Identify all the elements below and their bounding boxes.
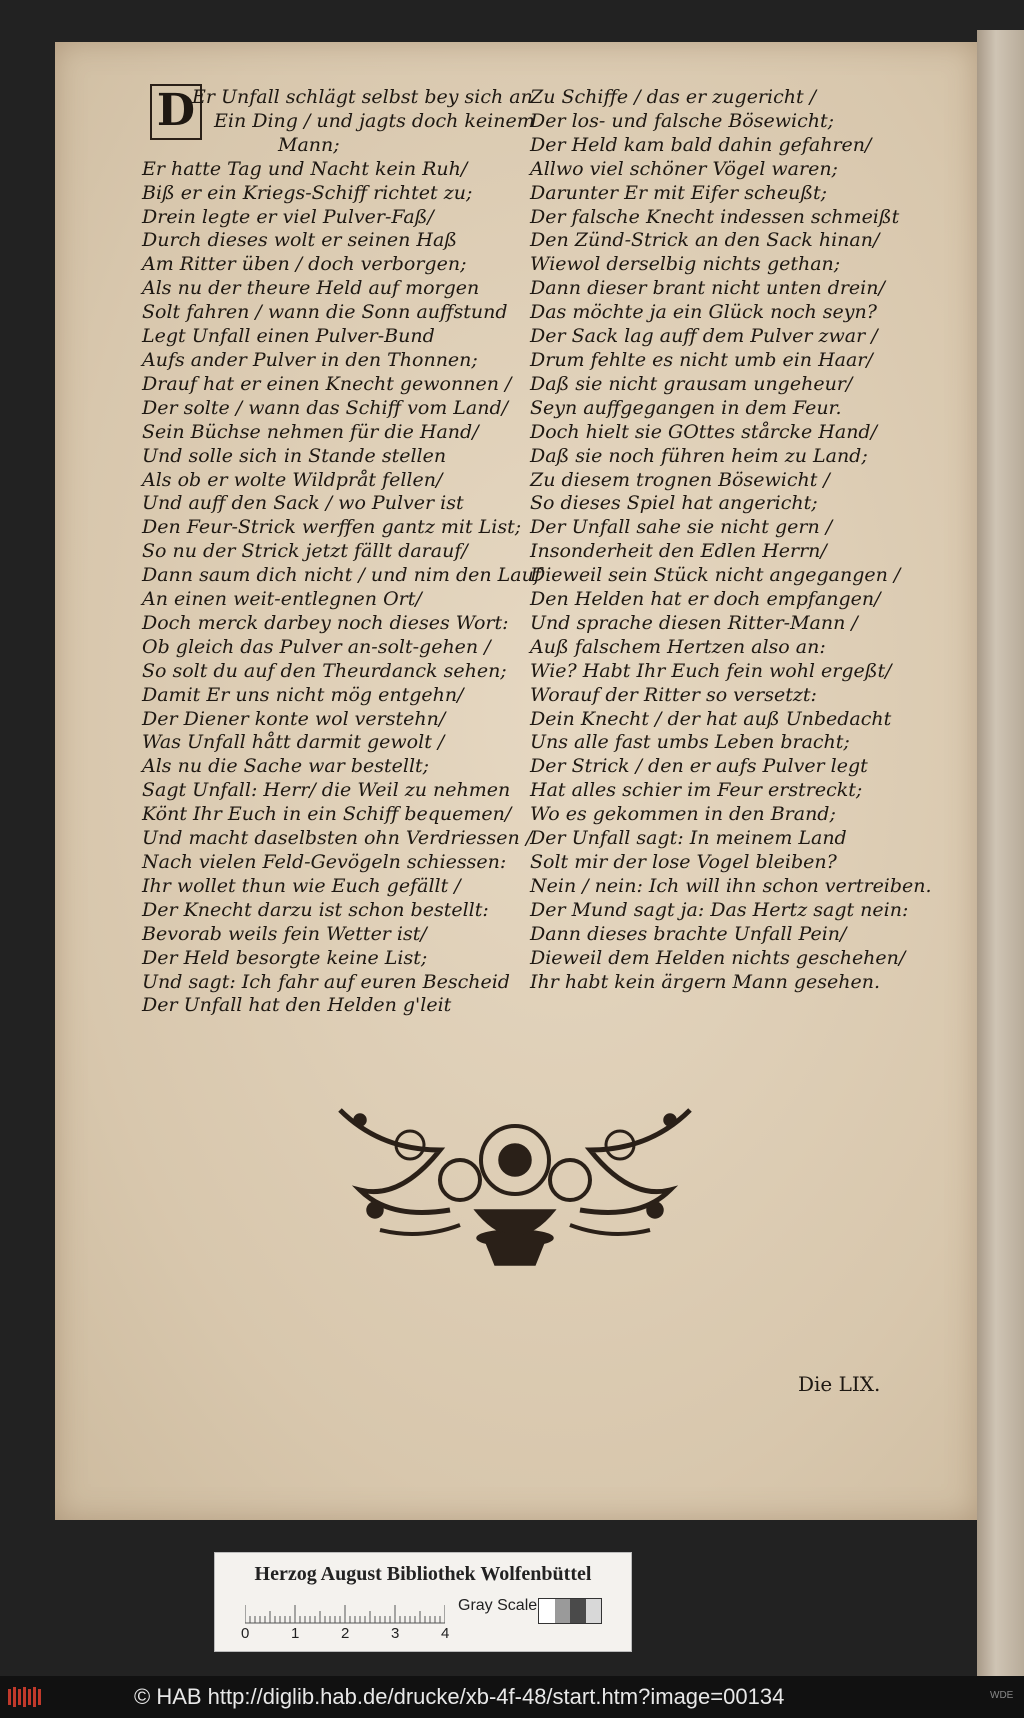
verse-line: Der Held besorgte keine List; (142, 946, 428, 969)
verse-line: Dieweil dem Helden nichts geschehen/ (530, 946, 906, 969)
verse-line: Legt Unfall einen Pulver-Bund (142, 325, 435, 348)
gray-scale-label: Gray Scale (458, 1597, 538, 1614)
verse-line: Zu Schiffe / das er zugericht / (530, 86, 817, 108)
ruler-number: 4 (441, 1625, 450, 1642)
verse-line: Den Helden hat er doch empfangen/ (530, 588, 881, 611)
ruler-number: 2 (341, 1625, 350, 1642)
verse-line: Den Feur-Strick werffen gantz mit List; (142, 516, 522, 539)
ruler-number: 0 (241, 1625, 250, 1642)
verse-line: Der Unfall hat den Helden g'leit (142, 994, 452, 1017)
verse-line: Der Strick / den er aufs Pulver legt (530, 755, 868, 778)
verse-line: Biß er ein Kriegs-Schiff richtet zu; (142, 181, 473, 204)
poem-right-column (530, 86, 932, 994)
verse-line: Solt mir der lose Vogel bleiben? (530, 851, 837, 873)
verse-line: Mann; (278, 133, 340, 156)
ruler-number: 3 (391, 1625, 400, 1642)
verse-line: Und sagt: Ich fahr auf euren Bescheid (142, 970, 510, 993)
decorated-initial: D (150, 84, 202, 140)
verse-line: Zu diesem trognen Bösewicht / (530, 468, 830, 491)
verse-line: So dieses Spiel hat angericht; (530, 492, 818, 515)
verse-line: Nach vielen Feld-Gevögeln schiessen: (142, 851, 507, 873)
verse-line: Drauf hat er einen Knecht gewonnen / (142, 372, 512, 395)
verse-line: Und auff den Sack / wo Pulver ist (142, 492, 464, 515)
verse-line: Der los- und falsche Bösewicht; (530, 109, 834, 132)
verse-line: Der solte / wann das Schiff vom Land/ (142, 396, 509, 419)
verse-line: Der Knecht darzu ist schon bestellt: (142, 898, 489, 921)
verse-line: Der Sack lag auff dem Pulver zwar / (530, 325, 878, 348)
verse-line: Am Ritter üben / doch verborgen; (142, 253, 467, 276)
library-color-card (214, 1552, 632, 1652)
verse-line: Wie? Habt Ihr Euch fein wohl ergeßt/ (530, 659, 892, 682)
verse-line: Dann saum dich nicht / und nim den Lauf (142, 564, 541, 587)
catchword: Die LIX. (798, 1372, 881, 1396)
verse-line: Durch dieses wolt er seinen Haß (142, 229, 457, 252)
verse-line: Auß falschem Hertzen also an: (530, 635, 826, 658)
verse-line: Ihr wollet thun wie Euch gefällt / (142, 874, 461, 897)
verse-line: Er Unfall schlägt selbst bey sich an (192, 86, 533, 108)
verse-line: Allwo viel schöner Vögel waren; (530, 157, 838, 180)
verse-line: Und solle sich in Stande stellen (142, 444, 447, 467)
verse-line: So solt du auf den Theurdanck sehen; (142, 659, 507, 682)
verse-line: Seyn auffgegangen in dem Feur. (530, 396, 842, 419)
verse-line: Wo es gekommen in den Brand; (530, 803, 836, 826)
verse-line: Sein Büchse nehmen für die Hand/ (142, 420, 479, 443)
verse-line: Damit Er uns nicht mög entgehn/ (142, 683, 464, 706)
poem-left-column (142, 86, 541, 1018)
verse-line: Aufs ander Pulver in den Thonnen; (142, 348, 478, 371)
verse-line: Dieweil sein Stück nicht angegangen / (530, 564, 901, 587)
verse-line: Als nu der theure Held auf morgen (142, 277, 480, 300)
verse-line: Dann dieses brachte Unfall Pein/ (530, 922, 847, 945)
ruler-numbers (241, 1625, 465, 1645)
verse-line: Hat alles schier im Feur erstreckt; (530, 779, 863, 802)
ruler-scale-icon (245, 1595, 445, 1625)
verse-line: So nu der Strick jetzt fällt darauf/ (142, 540, 468, 563)
verse-line: Darunter Er mit Eifer scheußt; (530, 181, 828, 204)
verse-line: Dein Knecht / der hat auß Unbedacht (530, 707, 892, 730)
verse-line: Und macht daselbsten ohn Verdriessen / (142, 827, 533, 850)
verse-line: Als nu die Sache war bestellt; (142, 755, 430, 778)
verse-line: Der falsche Knecht indessen schmeißt (530, 205, 900, 228)
verse-line: Der Diener konte wol verstehn/ (142, 707, 446, 730)
verse-line: Was Unfall hått darmit gewolt / (142, 731, 445, 754)
next-page-edge (977, 30, 1024, 1676)
verse-line: Nein / nein: Ich will ihn schon vertreiben. (530, 874, 932, 897)
hab-logo-icon (6, 1685, 46, 1709)
footer-small-mark: WDE (990, 1690, 1014, 1701)
verse-line: Der Unfall sahe sie nicht gern / (530, 516, 833, 539)
verse-line: Worauf der Ritter so versetzt: (530, 683, 817, 706)
verse-line: Der Held kam bald dahin gefahren/ (530, 133, 872, 156)
verse-line: Doch merck darbey noch dieses Wort: (142, 611, 509, 634)
verse-line: Insonderheit den Edlen Herrn/ (530, 540, 827, 563)
verse-line: Drein legte er viel Pulver-Faß/ (142, 205, 434, 228)
verse-line: Und sprache diesen Ritter-Mann / (530, 611, 858, 634)
verse-line: Ein Ding / und jagts doch keinem (214, 109, 535, 132)
verse-line: Dann dieser brant nicht unten drein/ (530, 277, 885, 300)
verse-line: Als ob er wolte Wildpråt fellen/ (142, 468, 443, 491)
copyright-url[interactable]: © HAB http://diglib.hab.de/drucke/xb-4f-48/start.htm?image=00134 (134, 1684, 785, 1709)
ruler-number: 1 (291, 1625, 300, 1642)
verse-line: Drum fehlte es nicht umb ein Haar/ (530, 348, 873, 371)
verse-line: Er hatte Tag und Nacht kein Ruh/ (142, 157, 468, 180)
verse-line: Daß sie noch führen heim zu Land; (530, 444, 868, 467)
verse-line: Uns alle fast umbs Leben bracht; (530, 731, 850, 754)
verse-line: Der Mund sagt ja: Das Hertz sagt nein: (530, 898, 909, 921)
verse-line: Das möchte ja ein Glück noch seyn? (530, 301, 877, 324)
verse-line: An einen weit-entlegnen Ort/ (142, 588, 422, 611)
floral-vase-ornament-icon (320, 1090, 710, 1270)
verse-line: Den Zünd-Strick an den Sack hinan/ (530, 229, 880, 252)
verse-line: Bevorab weils fein Wetter ist/ (142, 922, 427, 945)
verse-line: Solt fahren / wann die Sonn auffstund (142, 301, 508, 324)
verse-line: Doch hielt sie GOttes stårcke Hand/ (530, 420, 878, 443)
verse-line: Sagt Unfall: Herr/ die Weil zu nehmen (142, 779, 511, 802)
verse-line: Daß sie nicht grausam ungeheur/ (530, 372, 853, 395)
verse-line: Der Unfall sagt: In meinem Land (530, 827, 847, 850)
verse-line: Könt Ihr Euch in ein Schiff bequemen/ (142, 803, 512, 826)
verse-line: Wiewol derselbig nichts gethan; (530, 253, 841, 276)
gray-scale-swatch (538, 1598, 602, 1624)
library-name: Herzog August Bibliothek Wolfenbüttel (254, 1563, 592, 1585)
verse-line: Ob gleich das Pulver an-solt-gehen / (142, 635, 491, 658)
verse-line: Ihr habt kein ärgern Mann gesehen. (530, 970, 881, 993)
footer-bar (0, 1676, 1024, 1718)
